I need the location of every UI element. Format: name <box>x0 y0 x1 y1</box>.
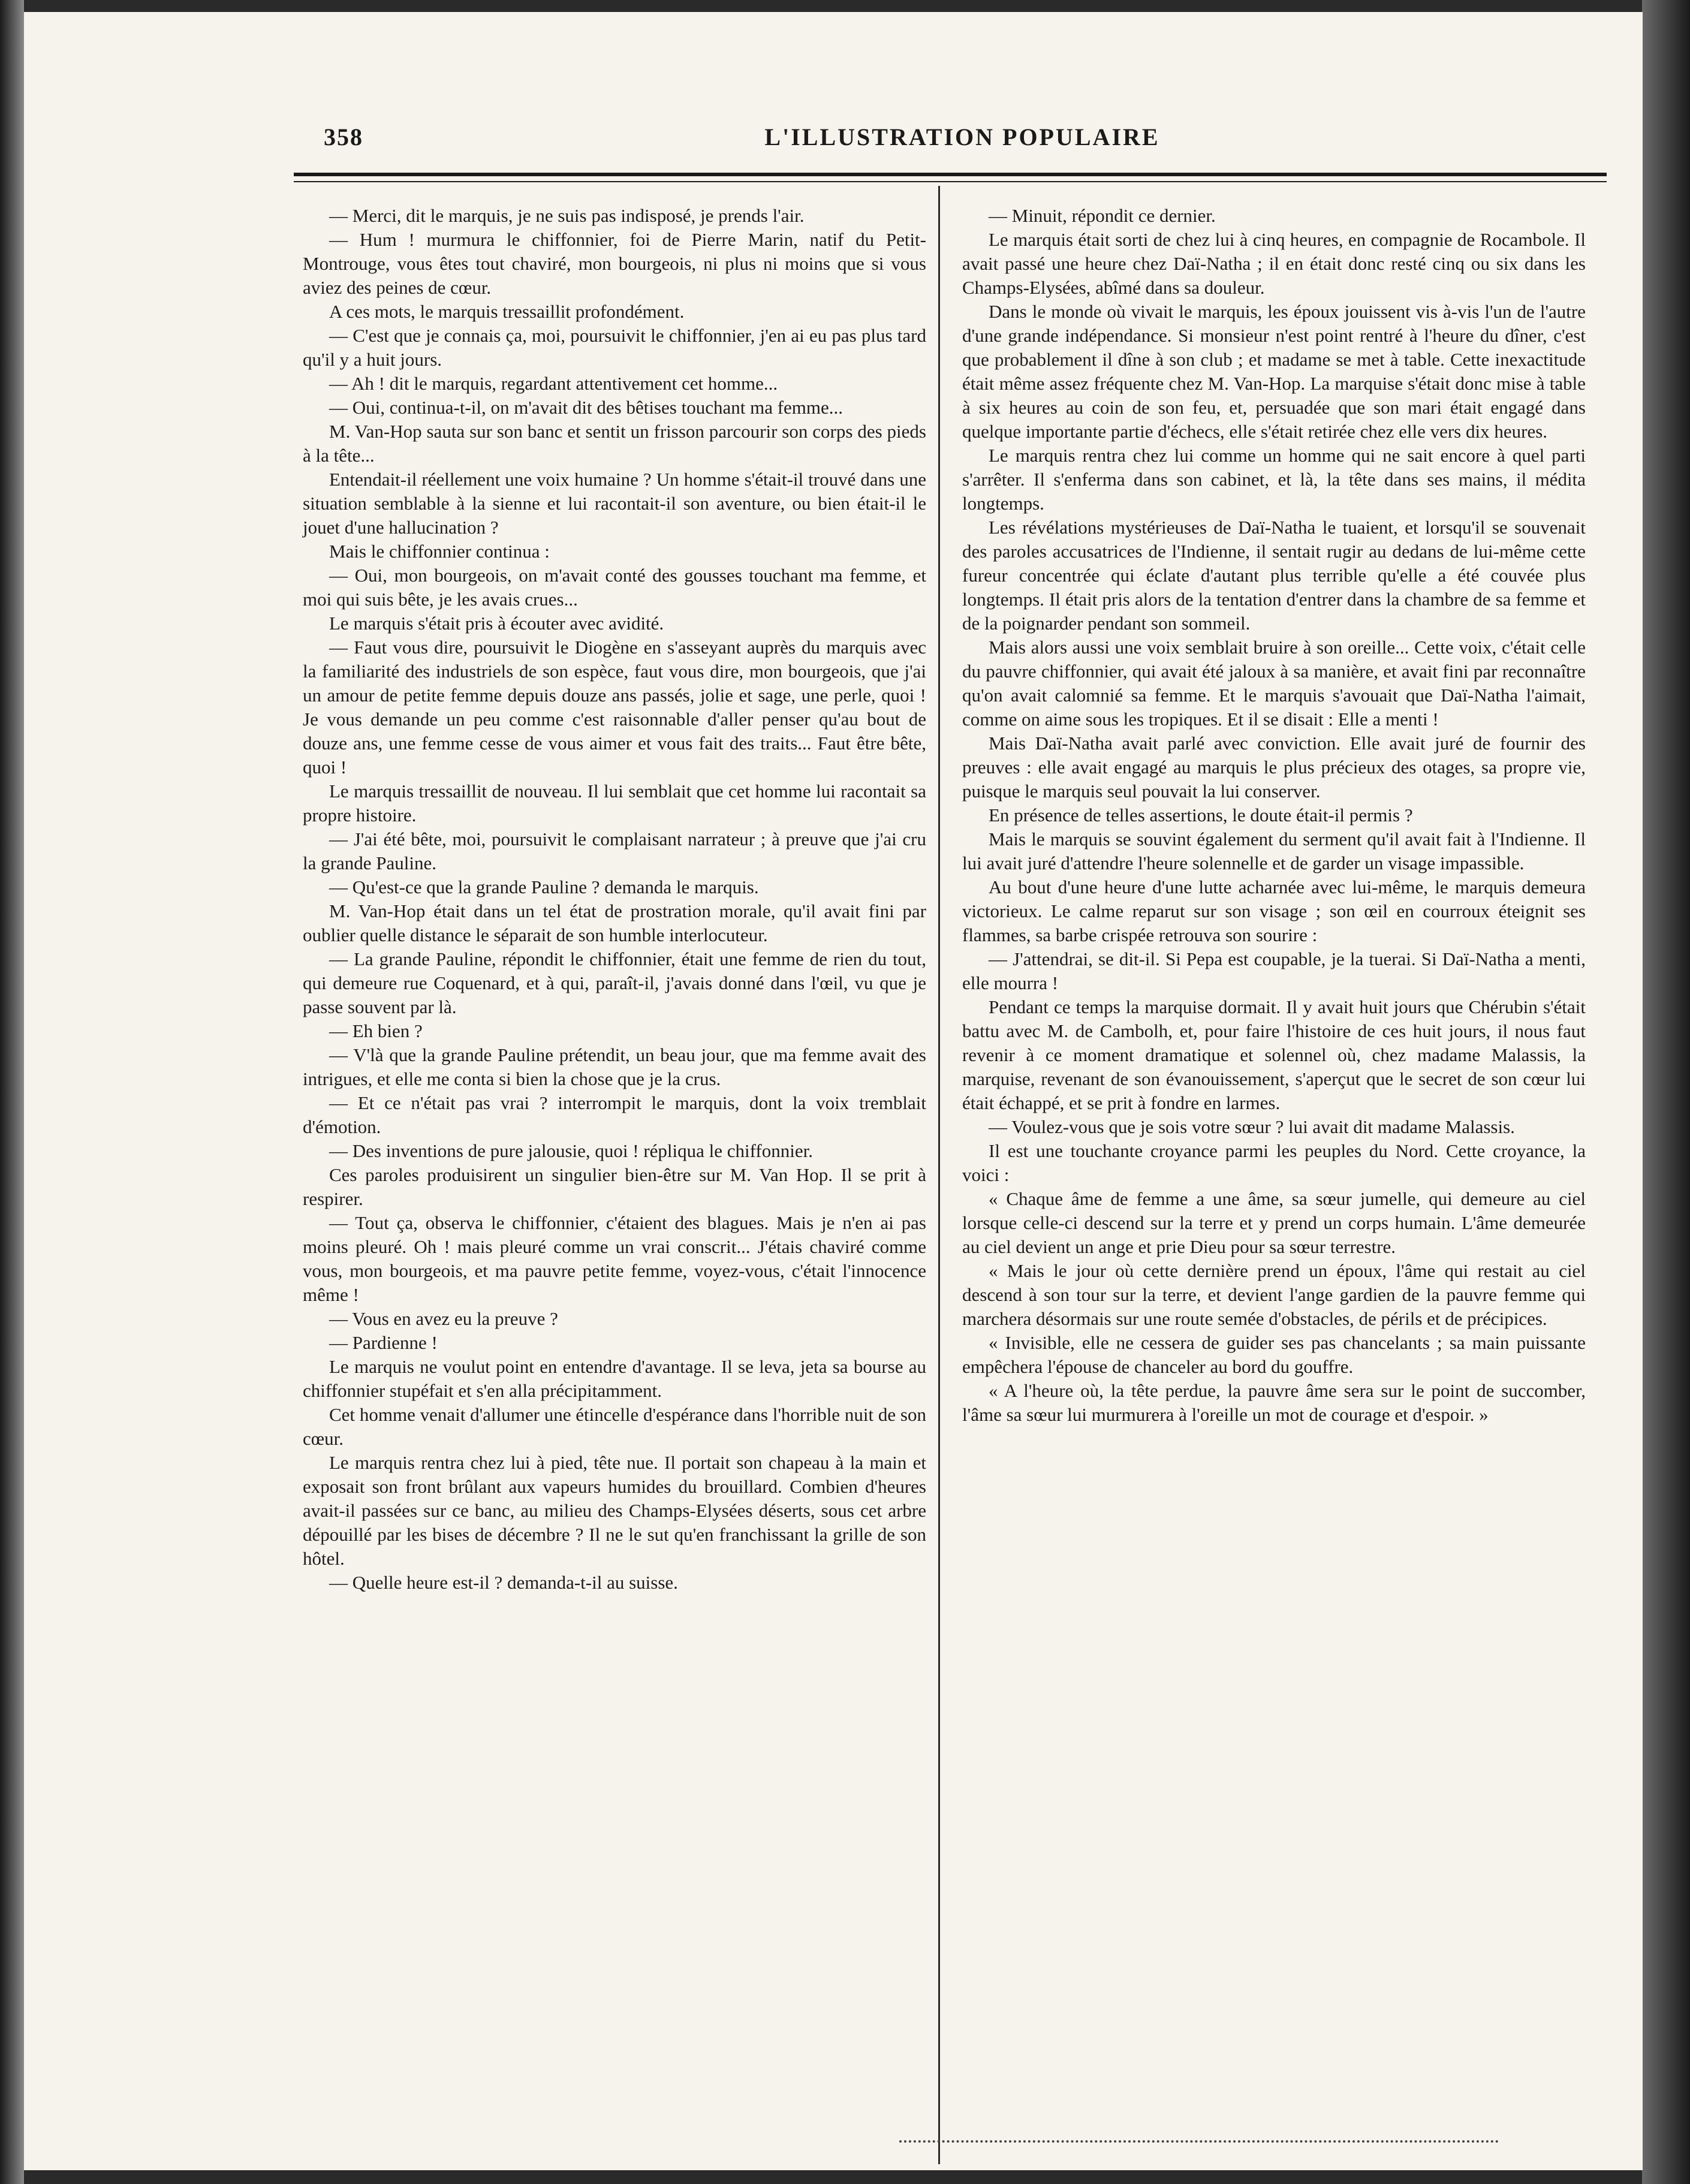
paragraph: — Vous en avez eu la preuve ? <box>329 1308 558 1329</box>
paragraph: Entendait-il réellement une voix humaine ? Un homme s'était-il trouvé dans une situation semblable à la sienne et lui racontait-il son aventure, ou bien était-il le jouet d'une hallucination ? <box>303 469 926 538</box>
paragraph: — J'ai été bête, moi, poursuivit le complaisant narrateur ; à preuve que j'ai cru la grande Pauline. <box>303 829 926 873</box>
paragraph: Le marquis était sorti de chez lui à cinq heures, en compagnie de Rocambole. Il avait passé une heure chez Daï-Natha ; il en était donc resté cinq ou six dans les Champs-Elysées, abîmé dans sa douleur. <box>962 229 1586 298</box>
paragraph: Le marquis ne voulut point en entendre d'avantage. Il se leva, jeta sa bourse au chiffonnier stupéfait et s'en alla précipitamment. <box>303 1356 926 1401</box>
scan-specks <box>899 2140 1499 2147</box>
scan-right-edge <box>1642 0 1690 2184</box>
paragraph: — Hum ! murmura le chiffonnier, foi de Pierre Marin, natif du Petit-Montrouge, vous êtes tout chaviré, mon bourgeois, ni plus ni moins que si vous aviez des peines de cœur. <box>303 229 926 298</box>
paragraph: A ces mots, le marquis tressaillit profondément. <box>329 301 685 322</box>
paragraph: — Minuit, répondit ce dernier. <box>989 205 1216 226</box>
running-title: L'ILLUSTRATION POPULAIRE <box>764 123 1160 150</box>
paragraph: « Chaque âme de femme a une âme, sa sœur jumelle, qui demeure au ciel lorsque celle-ci descend sur la terre et y prend un corps humain. L'âme demeurée au ciel devient un ange et prie Dieu pour sa sœur terrestre. <box>962 1188 1586 1257</box>
paragraph: — Faut vous dire, poursuivit le Diogène en s'asseyant auprès du marquis avec la familiarité des industriels de son espèce, faut vous dire, mon bourgeois, que j'ai un amour de petite femme depuis douze ans passés, jolie et sage, une perle, quoi ! Je vous demande un peu comme c'est raisonnable d'aller penser qu'au bout de douze ans, une femme cesse de vous aimer et vous fait des traits... Faut être bête, quoi ! <box>303 637 926 778</box>
paragraph: Les révélations mystérieuses de Daï-Natha le tuaient, et lorsqu'il se souvenait des paroles accusatrices de l'Indienne, il sentait rugir au dedans de lui-même cette fureur concentrée qui éclate d'autant plus terrible qu'elle a été couvée plus longtemps. Il était pris alors de la tentation d'entrer dans la chambre de sa femme et de la poignarder pendant son sommeil. <box>962 517 1586 634</box>
paragraph: — Merci, dit le marquis, je ne suis pas indisposé, je prends l'air. <box>329 205 805 226</box>
paragraph: — V'là que la grande Pauline prétendit, un beau jour, que ma femme avait des intrigues, et elle me conta si bien la chose que je la crus. <box>303 1044 926 1089</box>
paragraph: Dans le monde où vivait le marquis, les époux jouissent vis à-vis l'un de l'autre d'une grande indépendance. Si monsieur n'est point rentré à l'heure du dîner, c'est que probablement il dîne à son club ; et madame se met à table. Cette inexactitude était même assez fréquente chez M. Van-Hop. La marquise s'était donc mise à table à six heures au coin de son feu, et, persuadée que son mari était engagé dans quelque importante partie d'échecs, elle s'était retirée chez elle vers dix heures. <box>962 301 1586 442</box>
paragraph: Cet homme venait d'allumer une étincelle d'espérance dans l'horrible nuit de son cœur. <box>303 1404 926 1449</box>
paragraph: M. Van-Hop était dans un tel état de prostration morale, qu'il avait fini par oublier quelle distance le séparait de son humble interlocuteur. <box>303 900 926 945</box>
paragraph: — Quelle heure est-il ? demanda-t-il au suisse. <box>329 1572 678 1593</box>
paragraph: « A l'heure où, la tête perdue, la pauvre âme sera sur le point de succomber, l'âme sa sœur lui murmurera à l'oreille un mot de courage et d'espoir. » <box>962 1380 1586 1425</box>
scan-left-edge <box>0 0 24 2184</box>
paragraph: — Et ce n'était pas vrai ? interrompit le marquis, dont la voix tremblait d'émotion. <box>303 1092 926 1137</box>
paragraph: Mais le marquis se souvint également du serment qu'il avait fait à l'Indienne. Il lui avait juré d'attendre l'heure solennelle et de garder un visage impassible. <box>962 829 1586 873</box>
paragraph: — Tout ça, observa le chiffonnier, c'étaient des blagues. Mais je n'en ai pas moins pleuré. Oh ! mais pleuré comme un vrai conscrit... J'étais chaviré comme vous, mon bourgeois, et ma pauvre petite femme, voyez-vous, c'était l'innocence même ! <box>303 1212 926 1305</box>
paragraph: — La grande Pauline, répondit le chiffonnier, était une femme de rien du tout, qui demeure rue Coquenard, et à qui, paraît-il, j'avais donné dans l'œil, vu que je passe souvent par là. <box>303 948 926 1017</box>
left-column <box>303 204 926 1595</box>
paragraph: Le marquis rentra chez lui à pied, tête nue. Il portait son chapeau à la main et exposait son front brûlant aux vapeurs humides du brouillard. Combien d'heures avait-il passées sur ce banc, au milieu des Champs-Elysées déserts, sous cet arbre dépouillé par les bises de décembre ? Il ne le sut qu'en franchissant la grille de son hôtel. <box>303 1452 926 1569</box>
paragraph: M. Van-Hop sauta sur son banc et sentit un frisson parcourir son corps des pieds à la tête... <box>303 421 926 466</box>
paragraph: « Mais le jour où cette dernière prend un époux, l'âme qui restait au ciel descend à son tour sur la terre, et devient l'ange gardien de la pauvre femme qui marchera désormais sur une route semée d'obstacles, de périls et de précipices. <box>962 1260 1586 1329</box>
paragraph: Il est une touchante croyance parmi les peuples du Nord. Cette croyance, la voici : <box>962 1140 1586 1185</box>
paragraph: — Pardienne ! <box>329 1332 438 1353</box>
paragraph: Mais le chiffonnier continua : <box>329 541 550 562</box>
paragraph: Le marquis s'était pris à écouter avec avidité. <box>329 613 664 634</box>
paragraph: — J'attendrai, se dit-il. Si Pepa est coupable, je la tuerai. Si Daï-Natha a menti, elle mourra ! <box>962 948 1586 993</box>
paragraph: Ces paroles produisirent un singulier bien-être sur M. Van Hop. Il se prit à respirer. <box>303 1164 926 1209</box>
paragraph: Le marquis rentra chez lui comme un homme qui ne sait encore à quel parti s'arrêter. Il s'enferma dans son cabinet, et là, la tête dans ses mains, il médita longtemps. <box>962 445 1586 514</box>
page-header <box>324 123 1601 159</box>
paragraph: — Ah ! dit le marquis, regardant attentivement cet homme... <box>329 373 778 394</box>
header-rule-thin <box>294 181 1607 182</box>
paragraph: Pendant ce temps la marquise dormait. Il y avait huit jours que Chérubin s'était battu avec M. de Cambolh, et, pour faire l'histoire de ces huit jours, il nous faut revenir à ce moment dramatique et solennel où, chez madame Malassis, la marquise, revenant de son évanouissement, s'aperçut que le secret de son cœur lui était échappé, et se prit à fondre en larmes. <box>962 996 1586 1113</box>
right-column <box>962 204 1586 1427</box>
paragraph: « Invisible, elle ne cessera de guider ses pas chancelants ; sa main puissante empêchera l'épouse de chanceler au bord du gouffre. <box>962 1332 1586 1377</box>
column-divider <box>938 186 940 2164</box>
paragraph: Mais alors aussi une voix semblait bruire à son oreille... Cette voix, c'était celle du pauvre chiffonnier, qui avait été jaloux à sa manière, et avait fini par reconnaître qu'on avait calomnié sa femme. Et le marquis s'avouait que Daï-Natha l'aimait, comme on aime sous les tropiques. Et il se disait : Elle a menti ! <box>962 637 1586 730</box>
paragraph: — Oui, continua-t-il, on m'avait dit des bêtises touchant ma femme... <box>329 397 844 418</box>
paragraph: — Qu'est-ce que la grande Pauline ? demanda le marquis. <box>329 876 759 897</box>
header-rule-thick <box>294 173 1607 176</box>
paragraph: — Oui, mon bourgeois, on m'avait conté des gousses touchant ma femme, et moi qui suis bête, je les avais crues... <box>303 565 926 610</box>
paragraph: Mais Daï-Natha avait parlé avec conviction. Elle avait juré de fournir des preuves : elle avait engagé au marquis le plus précieux des otages, sa propre vie, puisque le marquis seul pouvait la lui conserver. <box>962 733 1586 802</box>
paragraph: — Eh bien ? <box>329 1020 423 1041</box>
page-number: 358 <box>324 123 363 150</box>
paragraph: — C'est que je connais ça, moi, poursuivit le chiffonnier, j'en ai eu pas plus tard qu'il y a huit jours. <box>303 325 926 370</box>
paragraph: En présence de telles assertions, le doute était-il permis ? <box>989 805 1413 826</box>
paragraph: — Des inventions de pure jalousie, quoi ! répliqua le chiffonnier. <box>329 1140 813 1161</box>
paragraph: — Voulez-vous que je sois votre sœur ? lui avait dit madame Malassis. <box>989 1116 1515 1137</box>
paragraph: Au bout d'une heure d'une lutte acharnée avec lui-même, le marquis demeura victorieux. Le calme reparut sur son visage ; son œil en courroux éteignit ses flammes, sa barbe crispée retrouva son sourire : <box>962 876 1586 945</box>
paragraph: Le marquis tressaillit de nouveau. Il lui semblait que cet homme lui racontait sa propre histoire. <box>303 781 926 826</box>
